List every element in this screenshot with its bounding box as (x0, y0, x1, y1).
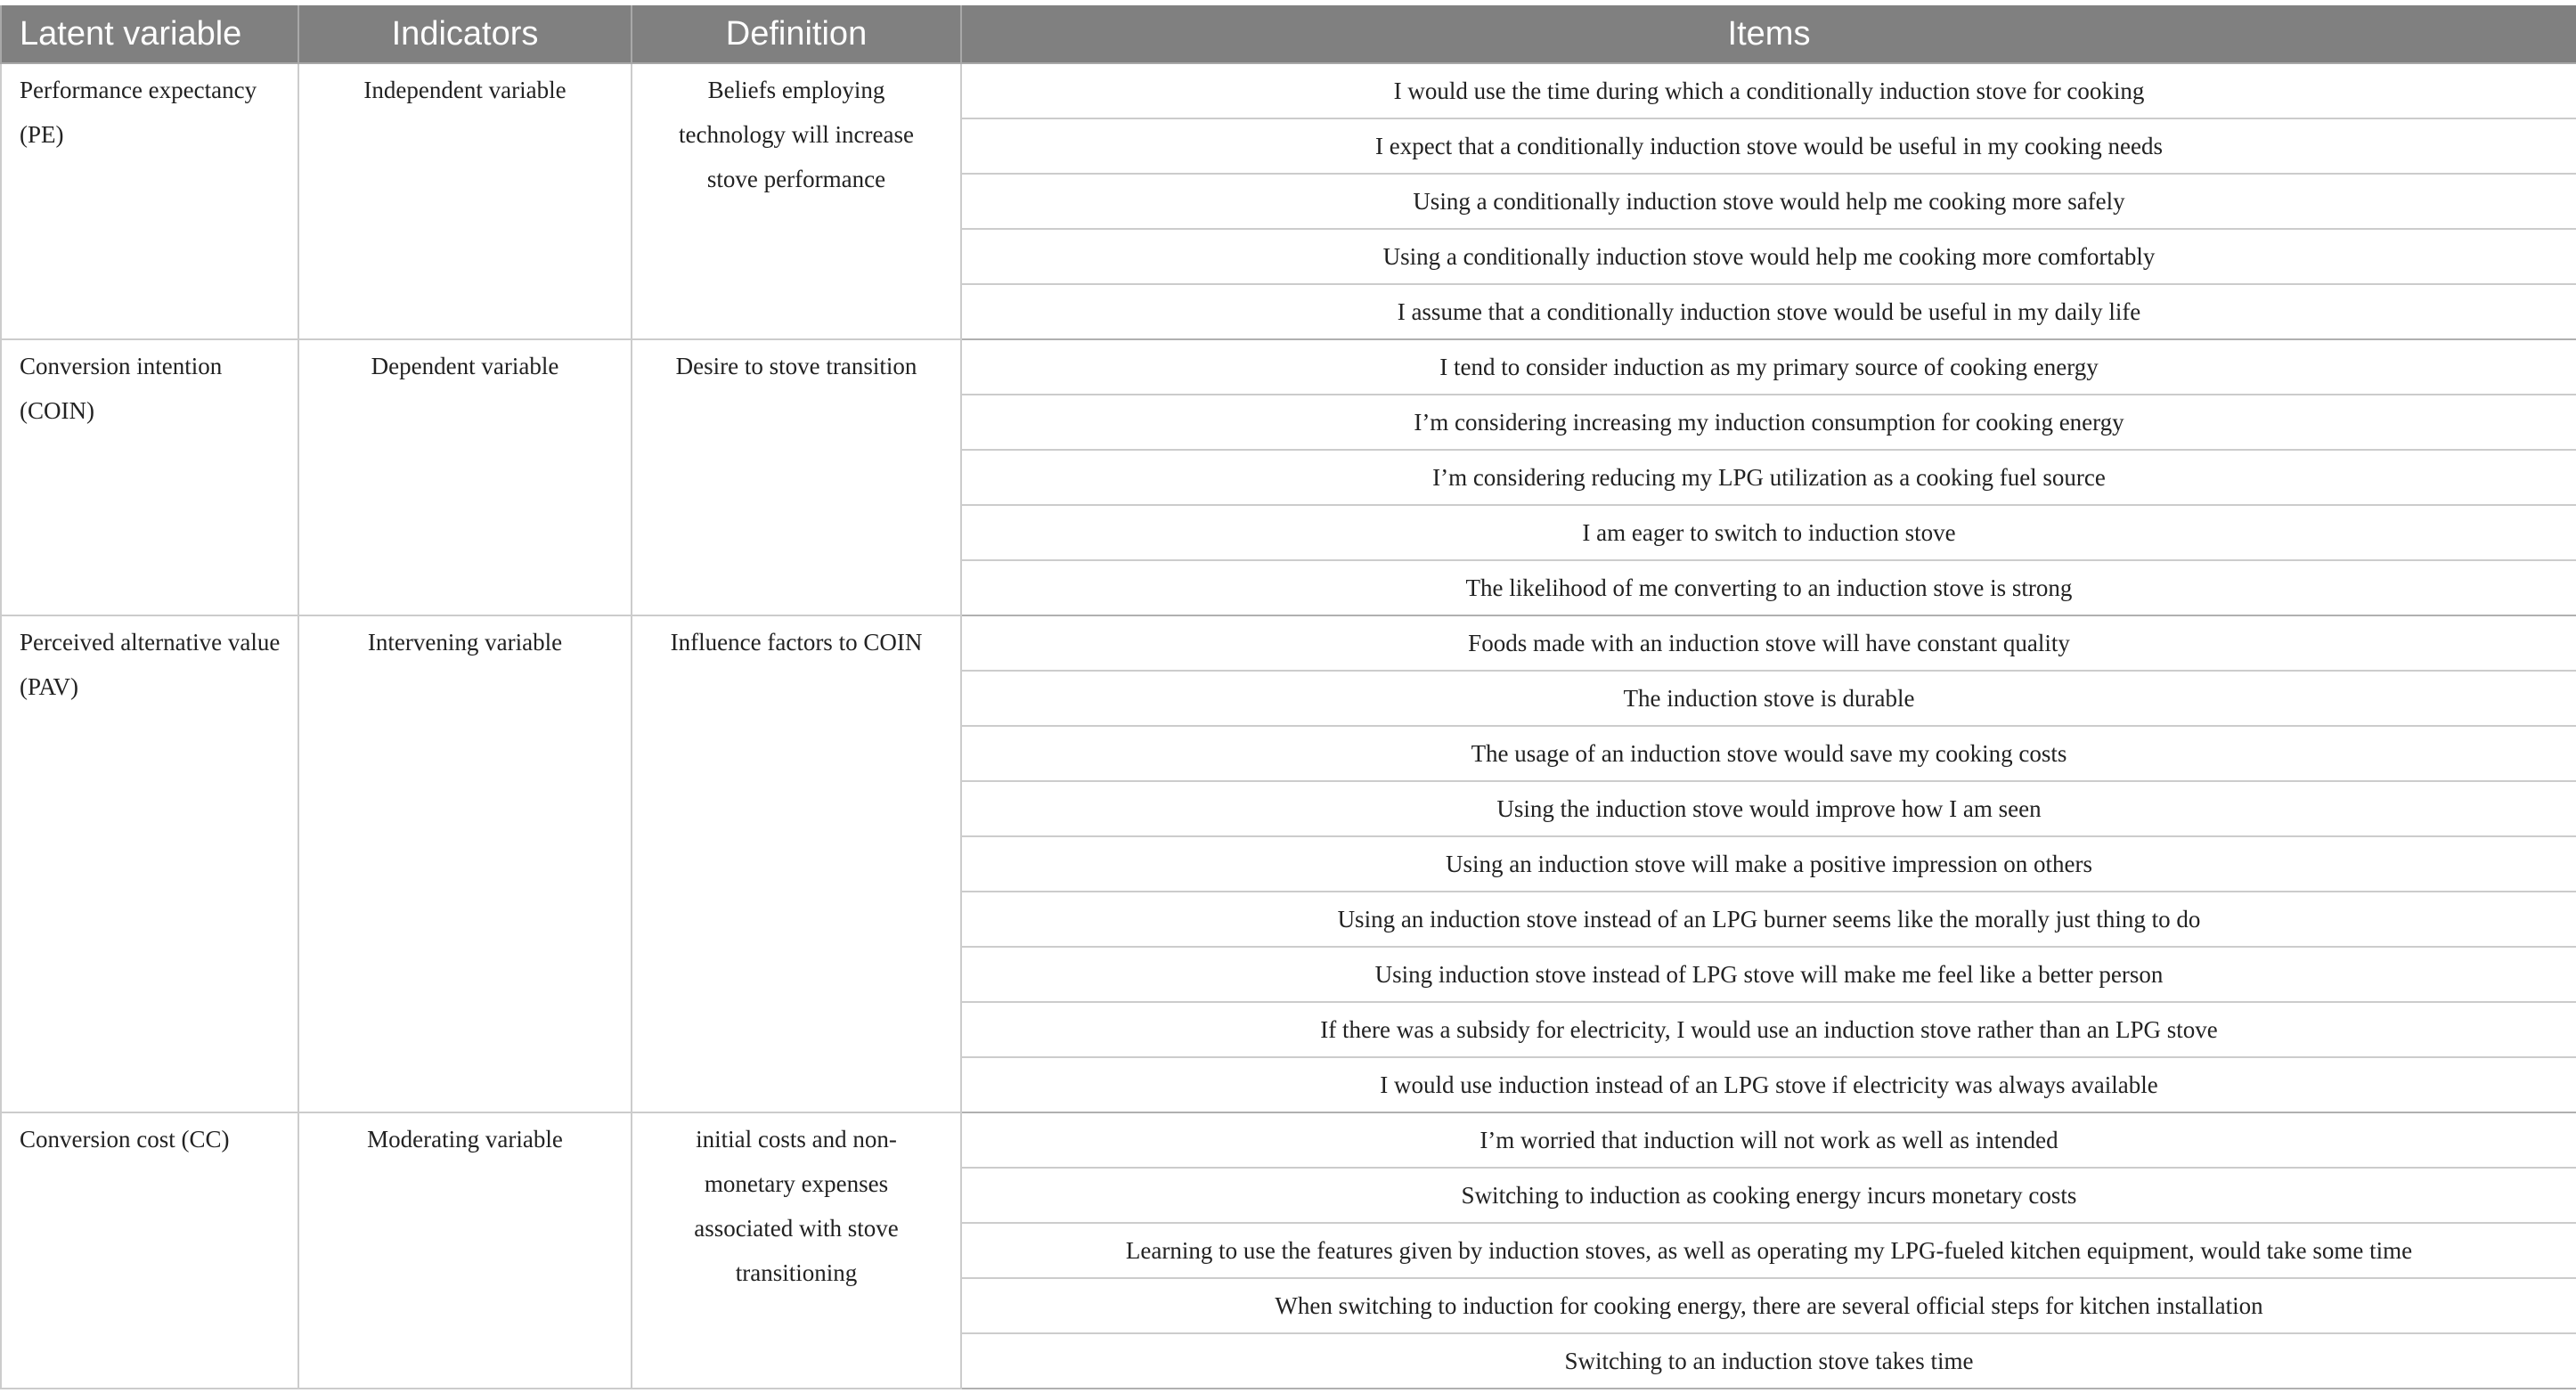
item-cell: I’m considering increasing my induction consumption for cooking energy (961, 395, 2576, 450)
latent-variable-table (0, 5, 2576, 1389)
definition-cell: initial costs and non-monetary expenses associated with stove transitioning (632, 1112, 961, 1389)
latent-variable-cell: Conversion cost (CC) (1, 1112, 298, 1389)
header-definition: Definition (632, 5, 961, 63)
definition-cell: Influence factors to COIN (632, 615, 961, 1112)
item-cell: Using induction stove instead of LPG stove will make me feel like a better person (961, 947, 2576, 1002)
item-cell: The usage of an induction stove would save my cooking costs (961, 726, 2576, 781)
header-indicators: Indicators (298, 5, 632, 63)
item-cell: I expect that a conditionally induction stove would be useful in my cooking needs (961, 118, 2576, 174)
table-body (1, 63, 2576, 1389)
definition-cell: Beliefs employing technology will increase stove performance (632, 63, 961, 339)
item-cell: When switching to induction for cooking energy, there are several official steps for kitchen installation (961, 1278, 2576, 1333)
item-cell: Switching to induction as cooking energy incurs monetary costs (961, 1168, 2576, 1223)
header-latent-variable: Latent variable (1, 5, 298, 63)
table-row (1, 1112, 2576, 1168)
item-cell: I would use the time during which a conditionally induction stove for cooking (961, 63, 2576, 118)
header-items: Items (961, 5, 2576, 63)
item-cell: Using an induction stove instead of an LPG burner seems like the morally just thing to do (961, 892, 2576, 947)
item-cell: I’m worried that induction will not work as well as intended (961, 1112, 2576, 1168)
indicator-cell: Intervening variable (298, 615, 632, 1112)
item-cell: If there was a subsidy for electricity, I would use an induction stove rather than an LPG stove (961, 1002, 2576, 1057)
item-cell: I tend to consider induction as my primary source of cooking energy (961, 339, 2576, 395)
item-cell: The induction stove is durable (961, 671, 2576, 726)
indicator-cell: Moderating variable (298, 1112, 632, 1389)
indicator-cell: Independent variable (298, 63, 632, 339)
definition-cell: Desire to stove transition (632, 339, 961, 615)
latent-variable-cell: Conversion intention (COIN) (1, 339, 298, 615)
item-cell: I’m considering reducing my LPG utilization as a cooking fuel source (961, 450, 2576, 505)
table-row (1, 63, 2576, 118)
latent-variable-cell: Performance expectancy (PE) (1, 63, 298, 339)
table-row (1, 615, 2576, 671)
item-cell: Foods made with an induction stove will have constant quality (961, 615, 2576, 671)
item-cell: I would use induction instead of an LPG stove if electricity was always available (961, 1057, 2576, 1112)
indicator-cell: Dependent variable (298, 339, 632, 615)
item-cell: Switching to an induction stove takes time (961, 1333, 2576, 1389)
item-cell: Using the induction stove would improve how I am seen (961, 781, 2576, 836)
item-cell: Using an induction stove will make a positive impression on others (961, 836, 2576, 892)
item-cell: I am eager to switch to induction stove (961, 505, 2576, 560)
item-cell: Learning to use the features given by induction stoves, as well as operating my LPG-fueled kitchen equipment, would take some time (961, 1223, 2576, 1278)
table-header (1, 5, 2576, 63)
item-cell: I assume that a conditionally induction stove would be useful in my daily life (961, 284, 2576, 339)
table-row (1, 339, 2576, 395)
latent-variable-cell: Perceived alternative value (PAV) (1, 615, 298, 1112)
header-row (1, 5, 2576, 63)
item-cell: The likelihood of me converting to an induction stove is strong (961, 560, 2576, 615)
item-cell: Using a conditionally induction stove would help me cooking more safely (961, 174, 2576, 229)
item-cell: Using a conditionally induction stove would help me cooking more comfortably (961, 229, 2576, 284)
